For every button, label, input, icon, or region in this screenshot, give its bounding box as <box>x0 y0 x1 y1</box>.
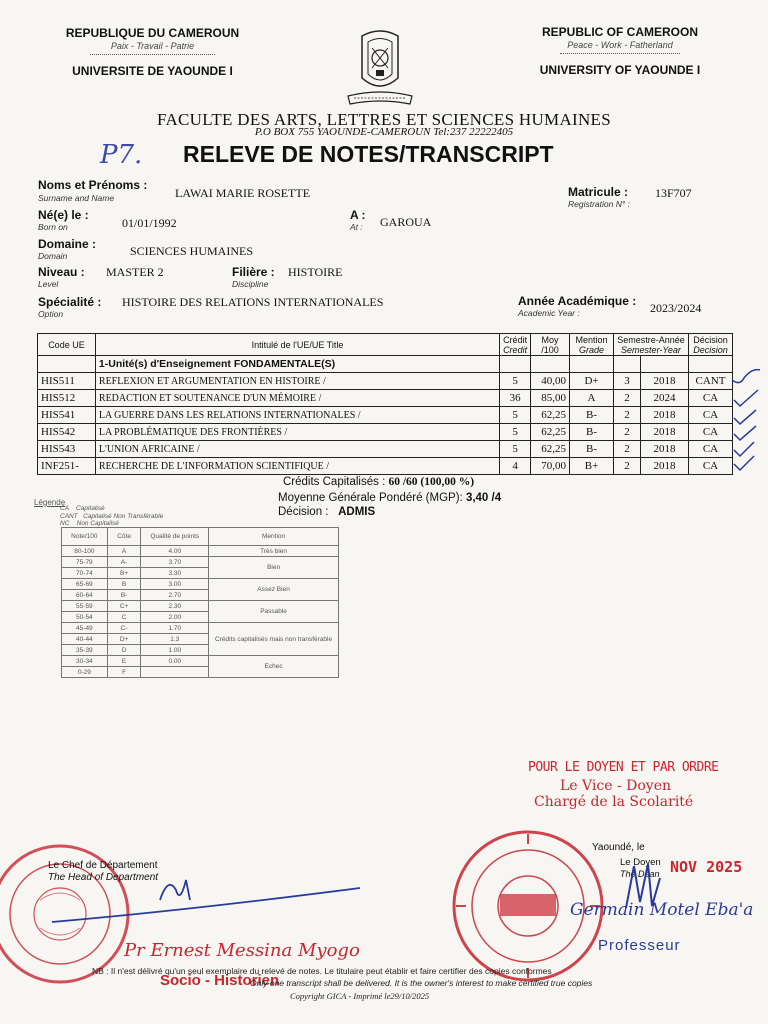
cell-moy: 70,00 <box>531 458 570 475</box>
legend-row: 70-74 B+ 3.30 <box>62 568 339 579</box>
cell-title: REFLEXION ET ARGUMENTATION EN HISTOIRE / <box>95 373 499 390</box>
legend-header-mention: Mention <box>209 528 339 546</box>
grades-table <box>37 333 733 475</box>
cell-year: 2018 <box>640 458 688 475</box>
header-semester-year: Semestre-Année Semester-Year <box>614 334 689 356</box>
cell-semester: 2 <box>614 390 641 407</box>
cell-title: LA GUERRE DANS LES RELATIONS INTERNATIONALES / <box>95 407 499 424</box>
cell-year: 2018 <box>640 424 688 441</box>
cell-moy: 62,25 <box>531 424 570 441</box>
credits-value: 60 /60 (100,00 %) <box>388 476 475 488</box>
cell-code: HIS541 <box>38 407 96 424</box>
section-row <box>38 356 733 373</box>
cell-moy: 62,25 <box>531 407 570 424</box>
credits-line <box>283 476 474 488</box>
cell-credit: 5 <box>500 424 531 441</box>
table-row <box>38 458 733 475</box>
name-label: Noms et Prénoms : <box>38 178 148 192</box>
cell-title: LA PROBLÉMATIQUE DES FRONTIÈRES / <box>95 424 499 441</box>
cell-semester: 2 <box>614 458 641 475</box>
dean-stamp-line2: Le Vice - Doyen <box>560 778 671 794</box>
motto-en: Peace - Work - Fatherland <box>567 40 673 50</box>
table-row <box>38 407 733 424</box>
department-head-signature <box>40 870 400 940</box>
legend-row: 80-100 A 4.00 Très bien <box>62 546 339 557</box>
cell-code: HIS511 <box>38 373 96 390</box>
country-en: REPUBLIC OF CAMEROON <box>542 25 698 39</box>
legend-header-cote: Côte <box>107 528 141 546</box>
cell-grade: B- <box>570 424 614 441</box>
decision-value: ADMIS <box>338 506 376 518</box>
legend-header-quality: Qualité de points <box>141 528 209 546</box>
legend-row: 0-29 F <box>62 667 339 678</box>
decision-label: Décision : <box>278 506 329 518</box>
footer-note-en: Only one transcript shall be delivered. It is the owner's interest to make certified true copies <box>250 978 593 988</box>
cell-moy: 62,25 <box>531 441 570 458</box>
university-fr: UNIVERSITE DE YAOUNDE I <box>72 64 233 78</box>
legend-row: 50-54 C 2.00 <box>62 612 339 623</box>
legend-row: 30-34 E 0.00 Echec <box>62 656 339 667</box>
check-marks <box>730 366 766 472</box>
cell-grade: D+ <box>570 373 614 390</box>
born-label: Né(e) le : <box>38 208 89 222</box>
cell-title: RECHERCHE DE L'INFORMATION SCIENTIFIQUE / <box>95 458 499 475</box>
cell-semester: 3 <box>614 373 641 390</box>
dean-stamp-line3: Chargé de la Scolarité <box>534 794 694 810</box>
mgp-label: Moyenne Générale Pondéré (MGP): <box>278 492 463 504</box>
cell-code: HIS543 <box>38 441 96 458</box>
legend-row: 45-49 C- 1.70 Crédits capitalisés mais non transférable <box>62 623 339 634</box>
cell-grade: A <box>570 390 614 407</box>
cell-code: HIS512 <box>38 390 96 407</box>
cell-title: L'UNION AFRICAINE / <box>95 441 499 458</box>
table-row <box>38 424 733 441</box>
dean-title: Professeur <box>598 937 681 954</box>
legend-keys: CA Capitalisé CANT Capitalisé Non Transférable NC Non Capitalisé <box>60 505 164 527</box>
header-moy: Moy /100 <box>531 334 570 356</box>
legend-row: 75-79 A- 3.70 Bien <box>62 557 339 568</box>
cell-year: 2018 <box>640 373 688 390</box>
divider <box>90 54 215 55</box>
table-row <box>38 441 733 458</box>
born-sub: Born on <box>38 222 68 232</box>
domain-label: Domaine : <box>38 237 97 251</box>
legend-row: 55-59 C+ 2.30 Passable <box>62 601 339 612</box>
dean-stamp-line1: POUR LE DOYEN ET PAR ORDRE <box>528 760 719 775</box>
header-code: Code UE <box>38 334 96 356</box>
cell-title: REDACTION ET SOUTENANCE D'UN MÉMOIRE / <box>95 390 499 407</box>
dean-sub: The Dean <box>620 869 660 879</box>
matricule-value: 13F707 <box>655 186 692 200</box>
country-fr: REPUBLIQUE DU CAMEROUN <box>65 26 240 40</box>
at-label: A : <box>350 208 366 222</box>
header-mention: Mention Grade <box>570 334 614 356</box>
filiere-sub: Discipline <box>232 279 269 289</box>
matricule-sub: Registration N° : <box>568 199 630 209</box>
department-head-name: Pr Ernest Messina Myogo <box>124 940 360 961</box>
credits-label: Crédits Capitalisés : <box>283 476 386 488</box>
page-title: RELEVE DE NOTES/TRANSCRIPT <box>183 141 554 167</box>
mgp-value: 3,40 /4 <box>465 492 502 504</box>
speciality-label: Spécialité : <box>38 295 102 309</box>
legend-row: 65-69 B 3.00 Assez Bien <box>62 579 339 590</box>
place-date-label: Yaoundé, le <box>592 842 645 853</box>
year-sub: Academic Year : <box>518 308 580 318</box>
department-head-sub: The Head of Department <box>48 872 159 883</box>
year-label: Année Académique : <box>518 294 637 308</box>
cell-decision: CANT <box>688 373 732 390</box>
speciality-value: HISTOIRE DES RELATIONS INTERNATIONALES <box>122 295 384 309</box>
section-title: 1-Unité(s) d'Enseignement FONDAMENTALE(S) <box>95 356 499 373</box>
table-row <box>38 390 733 407</box>
cell-credit: 36 <box>500 390 531 407</box>
matricule-label: Matricule : <box>568 185 629 199</box>
level-value: MASTER 2 <box>106 265 164 279</box>
dean-name: Germain Motel Eba'a <box>570 900 754 920</box>
cell-code: HIS542 <box>38 424 96 441</box>
cell-decision: CA <box>688 424 732 441</box>
cell-semester: 2 <box>614 424 641 441</box>
filiere-value: HISTOIRE <box>288 265 343 279</box>
cell-decision: CA <box>688 390 732 407</box>
table-row <box>38 373 733 390</box>
handwritten-mark: P7. <box>100 140 143 170</box>
legend-row: 35-39 D 1.00 <box>62 645 339 656</box>
legend-row: 60-64 B- 2.70 <box>62 590 339 601</box>
faculty-address: P.O BOX 755 YAOUNDE-CAMEROUN Tel:237 22222405 <box>254 126 514 138</box>
date-stamp: NOV 2025 <box>670 858 743 876</box>
student-name: LAWAI MARIE ROSETTE <box>175 186 311 200</box>
cell-year: 2018 <box>640 441 688 458</box>
at-value: GAROUA <box>380 215 432 229</box>
dean-label: Le Doyen <box>620 857 661 868</box>
cell-semester: 2 <box>614 407 641 424</box>
cell-grade: B- <box>570 441 614 458</box>
header-credit: Crédit Credit <box>500 334 531 356</box>
university-en: UNIVERSITY OF YAOUNDE I <box>539 63 701 77</box>
cell-decision: CA <box>688 441 732 458</box>
legend-table <box>61 527 339 678</box>
level-sub: Level <box>38 279 59 289</box>
footer-note-fr: NB : Il n'est délivré qu'un seul exemplaire du relevé de notes. Le titulaire peut établir et faire certifier des copies conformes <box>92 966 552 976</box>
header-decision: Décision Decision <box>688 334 732 356</box>
legend-row: 40-44 D+ 1.3 <box>62 634 339 645</box>
cell-moy: 85,00 <box>531 390 570 407</box>
cell-decision: CA <box>688 458 732 475</box>
cell-moy: 40,00 <box>531 373 570 390</box>
cell-credit: 5 <box>500 441 531 458</box>
cell-year: 2024 <box>640 390 688 407</box>
level-label: Niveau : <box>38 265 85 279</box>
cell-year: 2018 <box>640 407 688 424</box>
cell-decision: CA <box>688 407 732 424</box>
table-header-row <box>38 334 733 356</box>
speciality-sub: Option <box>38 309 64 319</box>
cell-credit: 5 <box>500 407 531 424</box>
cell-code: INF251- <box>38 458 96 475</box>
decision-line <box>278 506 375 518</box>
header-title: Intitulé de l'UE/UE Title <box>95 334 499 356</box>
name-sub: Surname and Name <box>38 193 115 203</box>
at-sub: At : <box>350 222 363 232</box>
mgp-line <box>278 492 501 504</box>
domain-value: SCIENCES HUMAINES <box>130 244 254 258</box>
born-value: 01/01/1992 <box>122 216 177 230</box>
domain-sub: Domain <box>38 251 68 261</box>
cell-grade: B- <box>570 407 614 424</box>
cell-credit: 4 <box>500 458 531 475</box>
department-head-label: Le Chef de Département <box>48 860 158 871</box>
divider <box>560 53 680 54</box>
year-value: 2023/2024 <box>650 301 702 315</box>
faculty-name: FACULTE DES ARTS, LETTRES ET SCIENCES HUMAINES <box>156 110 612 129</box>
cell-grade: B+ <box>570 458 614 475</box>
motto-fr: Paix - Travail - Patrie <box>110 41 195 51</box>
footer-copyright: Copyright GICA - Imprimé le29/10/2025 <box>290 991 430 1001</box>
legend-header-note: Note/100 <box>62 528 108 546</box>
cell-credit: 5 <box>500 373 531 390</box>
university-crest <box>340 26 420 110</box>
filiere-label: Filière : <box>232 265 275 279</box>
legend-title: Légende <box>34 498 66 507</box>
cell-semester: 2 <box>614 441 641 458</box>
department-head-title: Socio - Historien <box>160 972 280 989</box>
